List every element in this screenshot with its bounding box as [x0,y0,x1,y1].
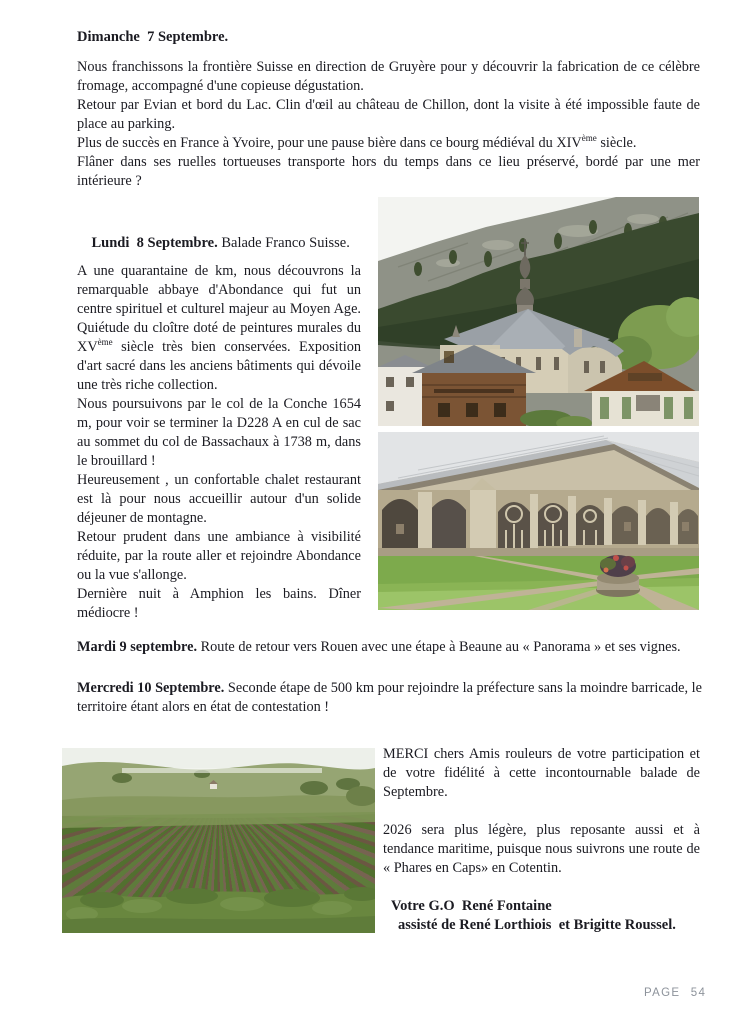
heading-monday-date: Lundi 8 Septembre. [91,235,218,251]
signature-line-1: Votre G.O René Fontaine [391,898,552,914]
sunday-paragraph: Nous franchissons la frontière Suisse en direction de Gruyère pour y découvrir la fabrication de ce célèbre fromage, accompagné d'une copieuse dégustation. [77,59,700,94]
signature-block [391,897,676,935]
sunday-paragraph: Retour par Evian et bord du Lac. Clin d'œil au château de Chillon, dont la visite à été impossible faute de place au parking. [77,97,700,132]
sunday-paragraph: Flâner dans ses ruelles tortueuses transporte hors du temps dans ce lieu préservé, bordé par une mer intérieure ? [77,154,700,189]
superscript: ème [581,133,597,144]
monday-paragraph: Heureusement , un confortable chalet restaurant est là pour nous accueillir autour d'un solide déjeuner de montagne. [77,472,361,526]
cloister-illustration [378,432,699,610]
monday-column [77,262,361,623]
abbey-church-photo [378,197,699,426]
vineyard-illustration [62,748,375,933]
monday-paragraph: Nous poursuivons par le col de la Conche 1654 m, pour voir se terminer la D228 A en cul de sac au sommet du col de Bassachaux à 1738 m, dans le brouillard ! [77,396,361,469]
monday-paragraph: Retour prudent dans une ambiance à visibilité réduite, par la route aller et rejoindre Abondance ou la vue s'allonge. [77,529,361,583]
abbey-church-illustration [378,197,699,426]
vineyard-photo [62,748,375,933]
sunday-paragraphs [77,58,700,191]
monday-paragraph: A une quarantaine de km, nous découvrons la remarquable abbaye d'Abondance qui fut un centre spirituel et culturel majeur au Moyen Age. Quiétude du cloître doté de peintures murales du XVème siècle très bien conservées. Exposition d'art sacré dans les anciens bâtiments qui dévoile une très riche collection. [77,263,361,393]
tuesday-line [77,638,702,657]
closing-paragraph: 2026 sera plus légère, plus reposante aussi et à tendance maritime, puisque nous suivrons une route de « Phares en Caps» en Cotentin. [383,822,700,876]
page-number: PAGE 54 [644,987,707,999]
heading-sunday: Dimanche 7 Septembre. [77,29,229,45]
signature-line-2: assisté de René Lorthiois et Brigitte Roussel. [398,917,676,933]
monday-paragraph: Dernière nuit à Amphion les bains. Dîner médiocre ! [77,586,361,621]
tuesday-text: Route de retour vers Rouen avec une étape à Beaune au « Panorama » et ses vignes. [197,639,681,655]
closing-paragraph: MERCI chers Amis rouleurs de votre participation et de votre fidélité à cette incontournable balade de Septembre. [383,746,700,800]
heading-monday-subtitle: Balade Franco Suisse. [217,235,350,251]
closing-column [383,745,700,878]
heading-wednesday: Mercredi 10 Septembre. [77,680,225,696]
wednesday-text: Seconde étape de 500 km pour rejoindre la préfecture sans la moindre barricade, le territoire étant alors en état de contestation ! [77,680,703,715]
wednesday-line [77,679,702,717]
cloister-photo [378,432,699,610]
superscript: ème [97,337,113,348]
heading-tuesday: Mardi 9 septembre. [77,639,198,655]
sunday-paragraph: Plus de succès en France à Yvoire, pour une pause bière dans ce bourg médiéval du XIVème siècle. [77,133,637,151]
